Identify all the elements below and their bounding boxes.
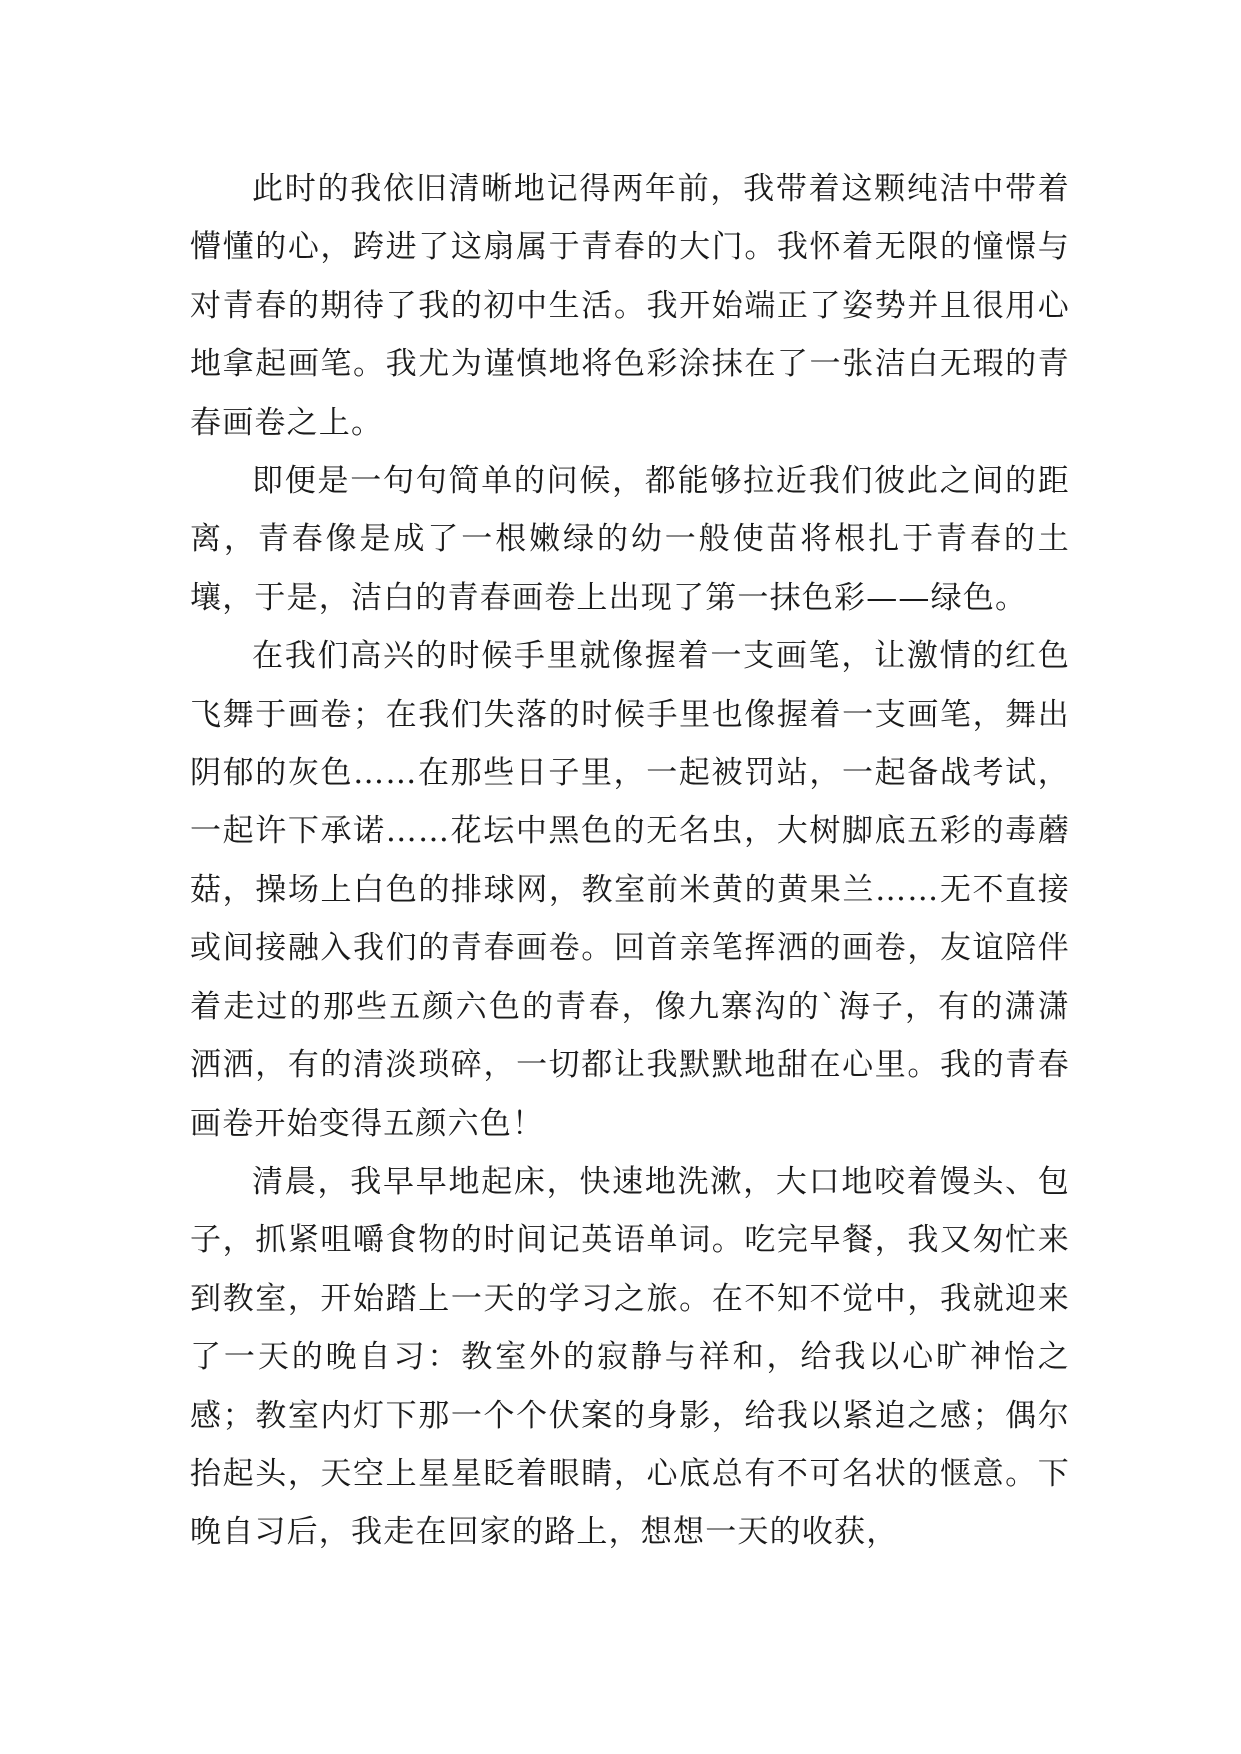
document-body	[190, 160, 1070, 1562]
paragraph-2: 即便是一句句简单的问候，都能够拉近我们彼此之间的距离，青春像是成了一根嫩绿的幼一般使苗将根扎于青春的土壤，于是，洁白的青春画卷上出现了第一抹色彩——绿色。	[190, 463, 1070, 616]
paragraph-4: 清晨，我早早地起床，快速地洗漱，大口地咬着馒头、包子，抓紧咀嚼食物的时间记英语单词。吃完早餐，我又匆忙来到教室，开始踏上一天的学习之旅。在不知不觉中，我就迎来了一天的晚自习：教室外的寂静与祥和，给我以心旷神怡之感；教室内灯下那一个个伏案的身影，给我以紧迫之感；偶尔抬起头，天空上星星眨着眼睛，心底总有不可名状的惬意。下晚自习后，我走在回家的路上，想想一天的收获，	[190, 1163, 1070, 1551]
paragraph-3: 在我们高兴的时候手里就像握着一支画笔，让激情的红色飞舞于画卷；在我们失落的时候手里也像握着一支画笔，舞出阴郁的灰色……在那些日子里，一起被罚站，一起备战考试，一起许下承诺……花坛中黑色的无名虫，大树脚底五彩的毒蘑菇，操场上白色的排球网，教室前米黄的黄果兰……无不直接或间接融入我们的青春画卷。回首亲笔挥洒的画卷，友谊陪伴着走过的那些五颜六色的青春，像九寨沟的`海子，有的潇潇洒洒，有的清淡琐碎，一切都让我默默地甜在心里。我的青春画卷开始变得五颜六色！	[190, 638, 1070, 1142]
paragraph-1: 此时的我依旧清晰地记得两年前，我带着这颗纯洁中带着懵懂的心，跨进了这扇属于青春的大门。我怀着无限的憧憬与对青春的期待了我的初中生活。我开始端正了姿势并且很用心地拿起画笔。我尤为谨慎地将色彩涂抹在了一张洁白无瑕的青春画卷之上。	[190, 171, 1070, 441]
